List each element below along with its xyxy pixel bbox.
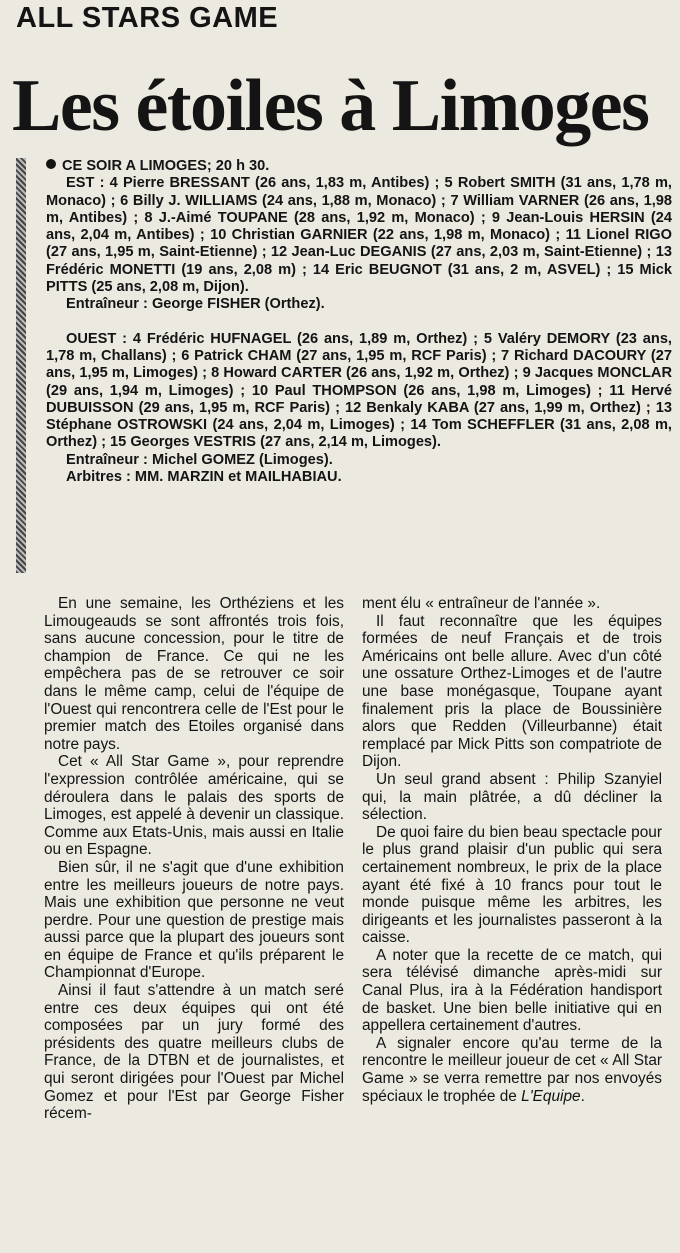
final-text: A signaler encore qu'au terme de la rencontre le meilleur joueur de cet « All Star Game » se verra remettre par nos envoyés spéciaux le trophée de xyxy=(362,1034,662,1105)
east-team-coach: Entraîneur : George FISHER (Orthez). xyxy=(66,296,325,313)
hatched-side-bar xyxy=(16,158,26,573)
article-column-left xyxy=(44,595,344,1123)
article-paragraph-continuation: ment élu « entraîneur de l'année ». xyxy=(362,595,601,612)
lineups-intro xyxy=(46,158,672,175)
article-paragraph: Bien sûr, il ne s'agit que d'une exhibition entre les meilleurs joueurs de notre pays. Mais une exhibition que personne ne veut perdre. Pour une question de prestige mais aussi parce que la plupart des joueurs sont en équipe de France et qu'ils préparent le Championnat d'Europe. xyxy=(44,858,344,982)
article-paragraph: Il faut reconnaître que les équipes formées de neuf Français et de trois Américains ont belle allure. Avec d'un côté une ossature Orthez-Limoges et de l'autre une base monégasque, Toupane ayant finalement pris la place de Boussinière alors que Redden (Villeurbanne) était remplacé par Mick Pitts son compatriote de Dijon. xyxy=(362,612,662,771)
headline: Les étoiles à Limoges xyxy=(12,65,649,147)
referees: Arbitres : MM. MARZIN et MAILHABIAU. xyxy=(66,469,342,486)
article-paragraph: En une semaine, les Orthéziens et les Limougeauds se sont affrontés trois fois, sans aucune concession, pour le titre de champion de France. Ce qui ne les empêchera pas de se retrouver ce soir dans le même camp, celui de l'équipe de l'Ouest qui rencontrera celle de l'Est pour le premier match des Etoiles organisé dans notre pays. xyxy=(44,595,344,753)
article-paragraph: A noter que la recette de ce match, qui sera télévisé dimanche après-midi sur Canal Plus, ira à la Fédération handisport de basket. Une bien belle initiative qui en appellera certainement d'autres. xyxy=(362,946,662,1035)
article-paragraph: Un seul grand absent : Philip Szanyiel qui, la main plâtrée, a dû décliner la sélection. xyxy=(362,770,662,824)
article-paragraph: De quoi faire du bien beau spectacle pour le plus grand plaisir d'un public qui sera certainement nombreux, le prix de la place ayant été fixé à 10 francs pour tout le monde puisque même les arbitres, les dirigeants et les journalistes passeront à la caisse. xyxy=(362,823,662,947)
west-team-coach: Entraîneur : Michel GOMEZ (Limoges). xyxy=(66,451,333,468)
team-lineups-box xyxy=(16,158,676,578)
east-team-roster: EST : 4 Pierre BRESSANT (26 ans, 1,83 m, Antibes) ; 5 Robert SMITH (31 ans, 1,78 m, Monaco) ; 6 Billy J. WILLIAMS (24 ans, 1,88 m, Monaco) ; 7 William VARNER (26 ans, 1,98 m, Antibes) ; 8 J.-Aimé TOUPANE (28 ans, 1,92 m, Monaco) ; 9 Jean-Louis HERSIN (24 ans, 2,04 m, Antibes) ; 10 Christian GARNIER (22 ans, 1,98 m, Monaco) ; 11 Lionel RIGO (27 ans, 1,95 m, Saint-Etienne) ; 12 Jean-Luc DEGANIS (27 ans, 2,03 m, Saint-Etienne) ; 13 Frédéric MONETTI (19 ans, 2,08 m) ; 14 Eric BEUGNOT (31 ans, 2 m, ASVEL) ; 15 Mick PITTS (25 ans, 2,08 m, Dijon). xyxy=(46,175,672,296)
final-punctuation: . xyxy=(580,1087,585,1105)
kicker: ALL STARS GAME xyxy=(16,2,279,34)
bullet-icon xyxy=(46,159,56,169)
trophy-name: L'Equipe xyxy=(521,1087,581,1105)
article-paragraph: Cet « All Star Game », pour reprendre l'expression contrôlée américaine, qui se déroulera dans le palais des sports de Limoges, est appelé à devenir un classique. Comme aux Etats-Unis, mais aussi en Italie ou en Espagne. xyxy=(44,753,344,859)
article-paragraph: Ainsi il faut s'attendre à un match seré entre ces deux équipes qui ont été composées par un jury formé des présidents des quatre meilleurs clubs de France, de la DTBN et de journalistes, et qui seront dirigées pour l'Ouest par Michel Gomez et pour l'Est par George Fisher récem- xyxy=(44,982,344,1123)
team-lineups xyxy=(46,158,672,486)
west-team-roster: OUEST : 4 Frédéric HUFNAGEL (26 ans, 1,89 m, Orthez) ; 5 Valéry DEMORY (23 ans, 1,78 m, Challans) ; 6 Patrick CHAM (27 ans, 1,95 m, RCF Paris) ; 7 Richard DACOURY (27 ans, 1,95 m, Limoges) ; 8 Howard CARTER (26 ans, 1,92 m, Orthez) ; 9 Jacques MONCLAR (29 ans, 1,94 m, Limoges) ; 10 Paul THOMPSON (26 ans, 1,98 m, Limoges) ; 11 Hervé DUBUISSON (29 ans, 1,95 m, RCF Paris) ; 12 Benkaly KABA (27 ans, 1,99 m, Orthez) ; 13 Stéphane OSTROWSKI (24 ans, 2,04 m, Limoges) ; 14 Tom SCHEFFLER (31 ans, 2,08 m, Orthez) ; 15 Georges VESTRIS (27 ans, 2,14 m, Limoges). xyxy=(46,330,672,451)
article-final-paragraph xyxy=(362,1035,662,1105)
lineups-intro-text: CE SOIR A LIMOGES; 20 h 30. xyxy=(62,158,270,174)
article-column-right xyxy=(362,595,662,1105)
